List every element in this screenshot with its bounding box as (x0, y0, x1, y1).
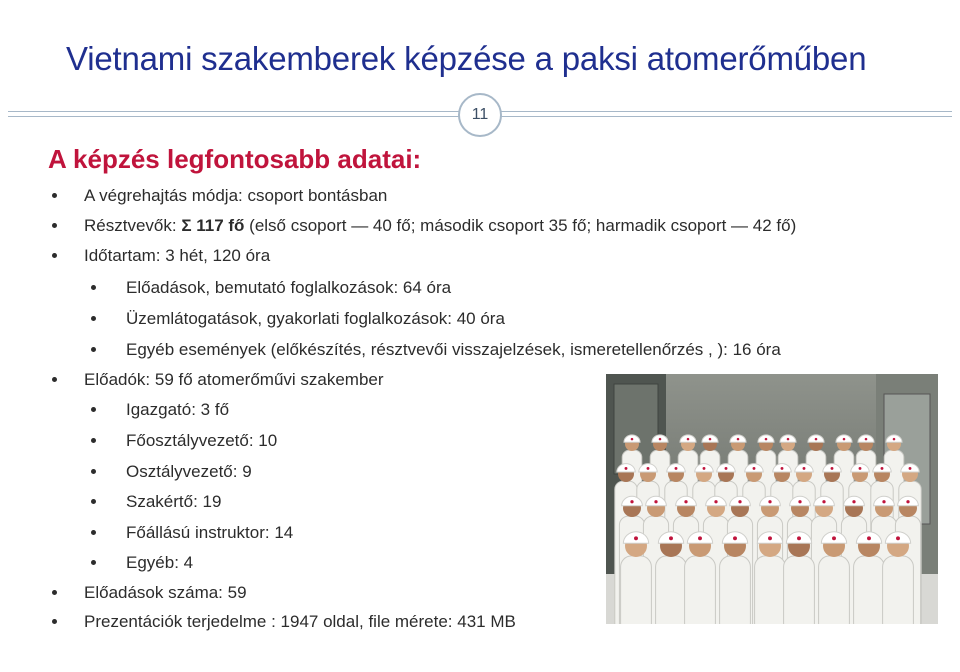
list-item (126, 462, 252, 482)
list-item-text: Időtartam: 3 hét, 120 óra (84, 246, 271, 265)
list-item (84, 246, 270, 266)
list-item (126, 278, 451, 298)
participants-groups: (első csoport — 40 fő; második csoport 35 fő; harmadik csoport — 42 fő) (244, 216, 797, 235)
bullet-icon (91, 530, 96, 535)
section-heading: A képzés legfontosabb adatai: (48, 144, 422, 174)
list-item (126, 340, 781, 360)
list-item-text: Főosztályvezető: 10 (126, 431, 278, 450)
bullet-icon (91, 469, 96, 474)
list-item-text: Főállású instruktor: 14 (126, 523, 294, 542)
bullet-icon (52, 619, 57, 624)
participants-total: Σ 117 fő (181, 216, 245, 235)
list-item-text: Szakértő: 19 (126, 492, 222, 511)
bullet-icon (52, 377, 57, 382)
group-photo (606, 374, 938, 624)
list-item (126, 431, 277, 451)
bullet-icon (52, 223, 57, 228)
participants-label: Résztvevők: (84, 216, 182, 235)
page-number-badge: 11 (458, 93, 502, 137)
bullet-icon (52, 590, 57, 595)
bullet-icon (52, 253, 57, 258)
list-item (84, 583, 247, 603)
list-item (84, 612, 516, 632)
slide-title: Vietnami szakemberek képzése a paksi atomerőműben (66, 40, 867, 77)
list-item-text: Előadások, bemutató foglalkozások: 64 óra (126, 278, 452, 297)
bullet-icon (91, 347, 96, 352)
list-item-text: Egyéb események (előkészítés, résztvevői visszajelzések, ismeretellenőrzés , ): 16 óra (126, 340, 781, 359)
list-item (126, 553, 193, 573)
list-item-text: Prezentációk terjedelme : 1947 oldal, file mérete: 431 MB (84, 612, 516, 631)
list-item-text: Előadások száma: 59 (84, 583, 247, 602)
bullet-icon (91, 316, 96, 321)
list-item (84, 186, 387, 206)
list-item (126, 309, 505, 329)
bullet-icon (91, 438, 96, 443)
bullet-icon (52, 193, 57, 198)
list-item (84, 370, 384, 390)
group-photo-illustration (606, 374, 938, 624)
list-item (126, 492, 221, 512)
list-item-text: Igazgató: 3 fő (126, 400, 230, 419)
list-item-text: Osztályvezető: 9 (126, 462, 252, 481)
list-item-text: Egyéb: 4 (126, 553, 194, 572)
list-item-participants (84, 216, 796, 236)
bullet-icon (91, 560, 96, 565)
bullet-icon (91, 499, 96, 504)
list-item (126, 523, 293, 543)
list-item-text: A végrehajtás módja: csoport bontásban (84, 186, 388, 205)
bullet-icon (91, 407, 96, 412)
bullet-icon (91, 285, 96, 290)
list-item-text: Előadók: 59 fő atomerőművi szakember (84, 370, 384, 389)
list-item-text: Üzemlátogatások, gyakorlati foglalkozások: 40 óra (126, 309, 505, 328)
list-item (126, 400, 229, 420)
